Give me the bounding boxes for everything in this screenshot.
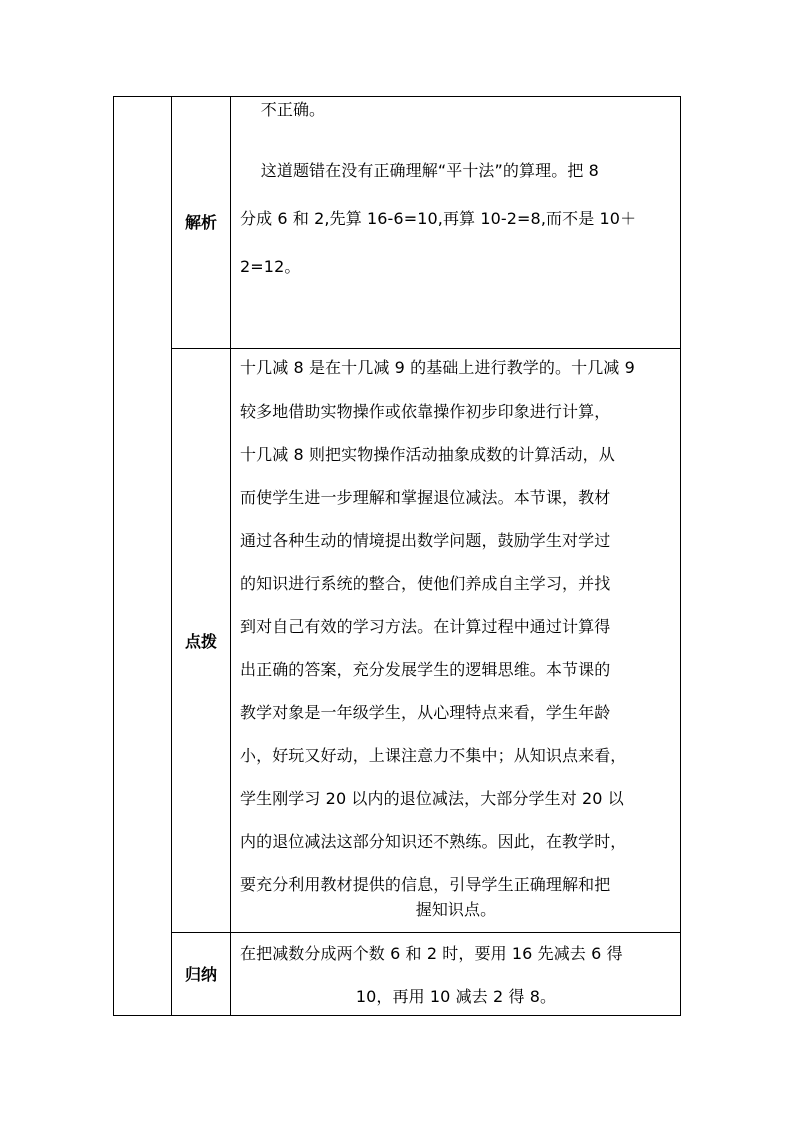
tips-line-5: 通过各种生动的情境提出数学问题，鼓励学生对学过: [240, 531, 611, 550]
tips-line-10: 小，好玩又好动，上课注意力不集中；从知识点来看，: [240, 746, 627, 765]
tips-line-9: 教学对象是一年级学生，从心理特点来看，学生年龄: [240, 703, 611, 722]
row-label-summary: 归纳: [184, 965, 217, 984]
tips-line-1: 十几减 8 是在十几减 9 的基础上进行教学的。十几减 9: [240, 358, 635, 377]
table-border-top: [113, 96, 681, 97]
table-row-divider-1: [171, 348, 681, 349]
tips-line-7: 到对自己有效的学习方法。在计算过程中通过计算得: [240, 617, 611, 636]
analysis-line-3: 分成 6 和 2,先算 16-6=10,再算 10-2=8,而不是 10＋: [240, 209, 637, 228]
tips-line-14: 握知识点。: [415, 900, 497, 919]
row-label-analysis: 解析: [184, 213, 217, 232]
tips-line-8: 出正确的答案，充分发展学生的逻辑思维。本节课的: [240, 660, 611, 679]
tips-line-12: 内的退位减法这部分知识还不熟练。因此，在教学时，: [240, 832, 627, 851]
table-border-left: [113, 96, 114, 1016]
analysis-line-4: 2=12。: [240, 257, 301, 276]
tips-line-6: 的知识进行系统的整合，使他们养成自主学习，并找: [240, 574, 611, 593]
tips-line-13: 要充分利用教材提供的信息，引导学生正确理解和把: [240, 875, 611, 894]
table-border-bottom: [113, 1015, 681, 1016]
table-row-divider-2: [171, 932, 681, 933]
tips-line-3: 十几减 8 则把实物操作活动抽象成数的计算活动，从: [240, 445, 615, 464]
tips-line-11: 学生刚学习 20 以内的退位减法，大部分学生对 20 以: [240, 789, 624, 808]
summary-line-2: 10，再用 10 减去 2 得 8。: [355, 987, 557, 1006]
tips-line-2: 较多地借助实物操作或依靠操作初步印象进行计算，: [240, 402, 611, 421]
table-column-divider-2: [230, 96, 231, 1016]
row-label-tips: 点拨: [184, 632, 217, 651]
summary-line-1: 在把减数分成两个数 6 和 2 时，要用 16 先减去 6 得: [240, 944, 623, 963]
table-border-right: [680, 96, 681, 1016]
analysis-line-2: 这道题错在没有正确理解“平十法”的算理。把 8: [240, 161, 599, 180]
tips-line-4: 而使学生进一步理解和掌握退位减法。本节课，教材: [240, 488, 611, 507]
table-column-divider-1: [171, 96, 172, 1016]
analysis-line-1: 不正确。: [240, 100, 326, 119]
